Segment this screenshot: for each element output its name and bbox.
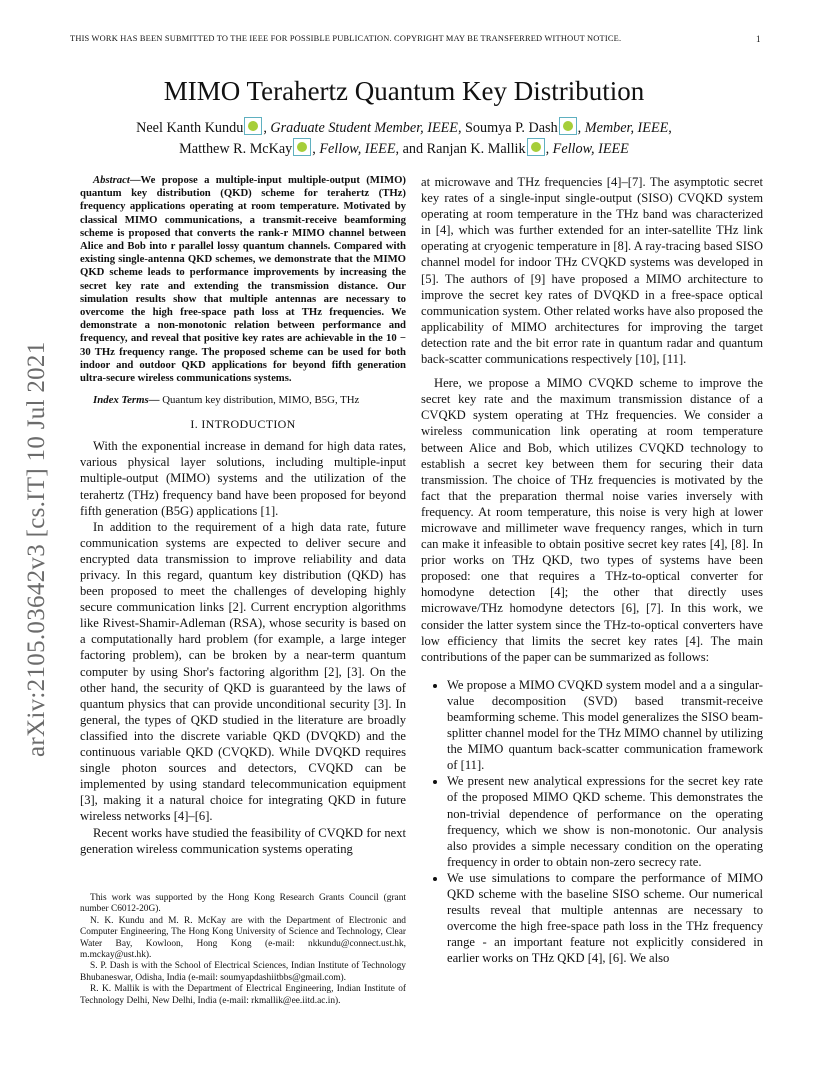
author-name: Neel Kanth Kundu	[136, 120, 244, 136]
author-name: Ranjan K. Mallik	[426, 141, 526, 157]
section-heading: I. INTRODUCTION	[190, 417, 296, 432]
author-role: Fellow, IEEE	[319, 141, 396, 157]
orcid-icon[interactable]	[244, 117, 262, 135]
paper-title: MIMO Terahertz Quantum Key Distribution	[163, 76, 645, 106]
index-terms	[80, 393, 406, 407]
page-number: 1	[756, 34, 761, 44]
footnote: This work was supported by the Hong Kong Research Grants Council (grant number C6012-20G).	[80, 893, 406, 915]
paragraph: Recent works have studied the feasibility of CVQKD for next generation wireless communication systems operating	[80, 825, 406, 856]
list-item: • We propose a MIMO CVQKD system model and a a singular-value decomposition (SVD) based transmit-receive beamforming scheme. This model generalizes the SISO beam-splitter channel model for the THz MIMO channel by utilizing the MIMO quantum back-scatter communication framework of [11].	[447, 677, 763, 774]
paragraph: In addition to the requirement of a high data rate, future communication systems are expected to deliver secure and encrypted data transmission to improve reliability and data privacy. In this regard, quantum key distribution (QKD) has been proposed to meet the challenges of developing highly secure communication links [2]. Current encryption algorithms like Rivest-Shamir-Adleman (RSA), whose security is based on a computationally hard problem (for example, a large integer factoring problem), can be broken by a near-term quantum computer by using Shor's factoring algorithm [2], [3]. On the other hand, the security of QKD is guaranteed by the laws of quantum physics that can provide unconditional security [3]. In general, the types of QKD studied in the literature are broadly classified into the discrete variable QKD (DVQKD) and the continuous variable QKD (CVQKD). While DVQKD requires single photon sources and detectors, CVQKD can be implemented by using standard telecommunication equipment [3], making it a natural choice for integrating QKD in future wireless networks [4]–[6].	[80, 519, 406, 824]
footnote: R. K. Mallik is with the Department of Electrical Engineering, Indian Institute of Technology Delhi, New Delhi, India (e-mail: rkmallik@ee.iitd.ac.in).	[80, 984, 406, 1006]
author-name: Matthew R. McKay	[179, 141, 293, 157]
footnotes	[80, 893, 406, 1007]
abstract	[80, 174, 406, 385]
author-list: Neel Kanth Kundu , Graduate Student Member, IEEE, Soumya P. Dash , Member, IEEE, Matthew R. McKay , Fellow, IEEE, and Ranjan K. Mallik , Fellow, IEEE	[80, 117, 728, 159]
paragraph: With the exponential increase in demand for high data rates, various physical layer solutions, including multiple-input multiple-output (MIMO) systems and the utilization of the terahertz (THz) frequency band have been proposed for beyond fifth generation (B5G) applications [1].	[80, 439, 406, 518]
orcid-icon[interactable]	[293, 138, 311, 156]
index-terms-text: Quantum key distribution, MIMO, B5G, THz	[159, 394, 360, 407]
abstract-text: —We propose a multiple-input multiple-output (MIMO) quantum key distribution (QKD) scheme for terahertz (THz) frequency applications operating at room temperature. Motivated by classical MIMO communications, a transmit-receive beamforming scheme is proposed that converts the rank-r MIMO channel between Alice and Bob into r parallel lossy quantum channels. Compared with existing single-antenna QKD schemes, we demonstrate that the MIMO QKD scheme leads to performance improvements by increasing the secret key rate and extending the transmission distance. Our simulation results show that multiple antennas are necessary to overcome the high free-space path loss at THz frequencies. We demonstrate a non-monotonic relation between performance and frequency, and reveal that positive key rates are achievable in the 10 − 30 THz frequency range. The proposed scheme can be used for both indoor and outdoor QKD applications for beyond fifth generation ultra-secure wireless communications systems.	[80, 174, 406, 385]
author-role: Fellow, IEEE	[552, 141, 629, 157]
orcid-icon[interactable]	[527, 138, 545, 156]
conjunction: and	[402, 141, 424, 157]
right-column	[421, 174, 763, 967]
footnote: S. P. Dash is with the School of Electrical Sciences, Indian Institute of Technology Bhubaneswar, Odisha, India (e-mail: soumyapdashiitbbs@gmail.com).	[80, 961, 406, 983]
list-item: • We present new analytical expressions for the secret key rate of the proposed MIMO QKD scheme. This demonstrates the non-trivial dependence of performance on the operating frequency, which we show is non-monotonic. Our analysis also provides a simple necessary condition on the operating frequency in order to obtain non-zero secrecy rate.	[447, 773, 763, 870]
footnote: N. K. Kundu and M. R. McKay are with the Department of Electronic and Computer Engineering, The Hong Kong University of Science and Technology, Clear Water Bay, Kowloon, Hong Kong (e-mail: nkkundu@connect.ust.hk, m.mckay@ust.hk).	[80, 915, 406, 961]
paragraph: at microwave and THz frequencies [4]–[7]. The asymptotic secret key rates of a single-input single-output (SISO) CVQKD system operating at room temperature in the THz band was characterized in [4], which was further extended for an inter-satellite THz link operating at cryogenic temperature in [8]. A ray-tracing based SISO channel model for indoor THz CVQKD systems was developed in [5]. The authors of [9] have proposed a MIMO architecture to improve the secret key rates of DVQKD in a free-space optical communication system. Other related works have also proposed the applicability of MIMO architectures for improving the target detection rate and the bit error rate in quantum radar and quantum back-scatter communications respectively [10], [11].	[421, 175, 763, 367]
author-role: Graduate Student Member, IEEE	[270, 120, 458, 136]
orcid-icon[interactable]	[559, 117, 577, 135]
abstract-label: Abstract	[93, 174, 130, 186]
paragraph: Here, we propose a MIMO CVQKD scheme to improve the secret key rate and the maximum transmission distance of a CVQKD system operating at THz frequencies. We consider a wireless communication link operating at room temperature between Alice and Bob, which utilizes CVQKD technology to establish a secret key between them for securing their data transmission. The choice of THz frequencies is motivated by the fact that the preparation thermal noise varies inversely with frequency. At room temperature, this noise is very high at lower microwave and millimeter wave frequency ranges, which in turn can make it infeasible to obtain positive secret key rates [4], [8]. In prior works on THz QKD, two types of systems have been proposed: one that requires a THz-to-optical converter for homodyne detection [4]; the other that directly uses microwave/THz homodyne detectors [6], [7]. In this work, we consider the latter system since the THz-to-optical converters have low efficiency that limits the secret key rates [4]. The main contributions of the paper can be summarized as follows:	[421, 376, 763, 664]
list-item: • We use simulations to compare the performance of MIMO QKD scheme with the baseline SISO scheme. Our numerical results reveal that multiple antennas are necessary to overcome the high free-space path loss in the THz frequency range - an important feature not explicitly considered in earlier works on THz QKD [4], [6]. We also	[447, 870, 763, 967]
arxiv-stamp: arXiv:2105.03642v3 [cs.IT] 10 Jul 2021	[23, 341, 50, 757]
author-name: Soumya P. Dash	[465, 120, 558, 136]
author-role: Member, IEEE	[584, 120, 669, 136]
left-column	[80, 174, 406, 857]
journal-notice: THIS WORK HAS BEEN SUBMITTED TO THE IEEE FOR POSSIBLE PUBLICATION. COPYRIGHT MAY BE TRANSFERRED WITHOUT NOTICE.	[70, 34, 622, 43]
contribution-list	[421, 677, 763, 967]
index-terms-label: Index Terms—	[93, 394, 160, 407]
